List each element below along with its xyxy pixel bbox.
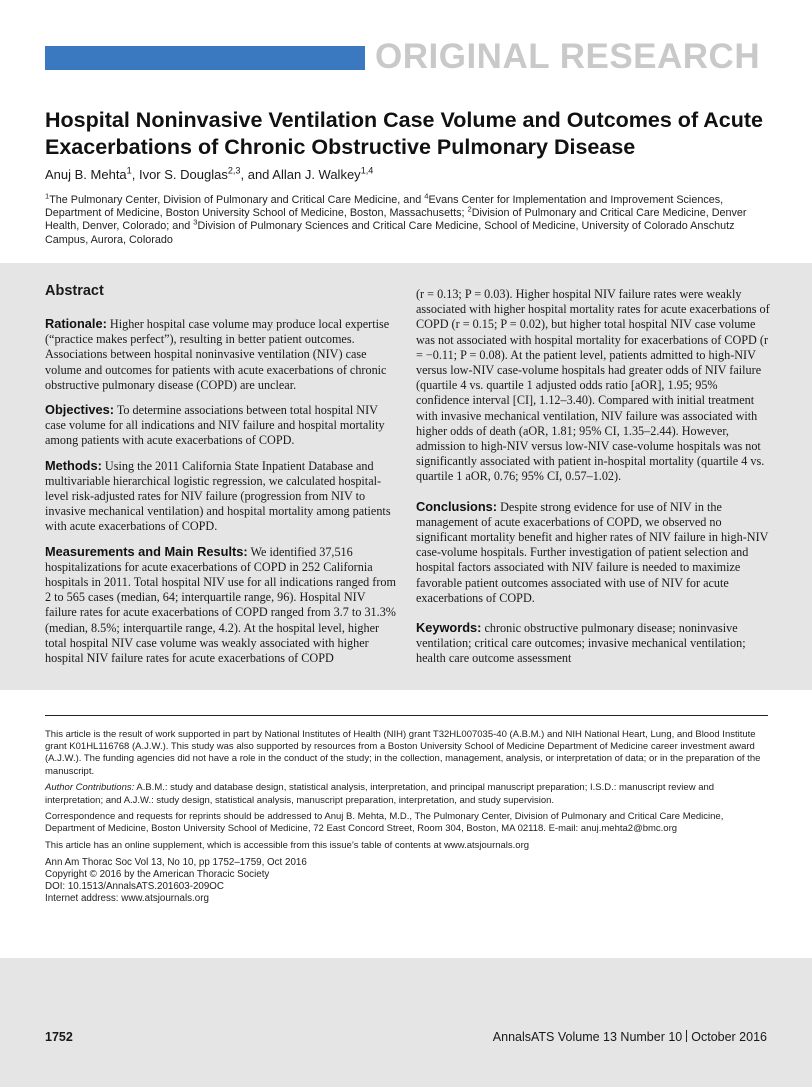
header-color-bar	[45, 46, 365, 70]
funding-note: This article is the result of work supported in part by National Institutes of Health (NIH) grant T32HL007035-40 (A.B.M.) and NIH National Heart, Lung, and Blood Institute grant K01HL116768 (A.J.W.). This study was also supported by resources from a Boston University School of Medicine Department of Medicine career investment award (A.J.W.). The funding agencies did not have a role in the conduct of the study; in the collection, management, analysis, or interpretation of data; or in the preparation of the manuscript.	[45, 729, 761, 777]
internet-line: Internet address: www.atsjournals.org	[45, 892, 209, 904]
citation-line: Ann Am Thorac Soc Vol 13, No 10, pp 1752–1759, Oct 2016	[45, 856, 307, 868]
keywords-text: chronic obstructive pulmonary disease; noninvasive ventilation; critical care outcomes; invasive mechanical ventilation; health care outcome assessment	[416, 621, 746, 666]
abstract-results	[45, 544, 400, 667]
abstract-rationale	[45, 316, 400, 393]
copyright-line: Copyright © 2016 by the American Thoracic Society	[45, 868, 270, 880]
footer-divider	[686, 1030, 687, 1042]
affiliations	[45, 191, 769, 247]
conclusions-text: Despite strong evidence for use of NIV in the management of acute exacerbations of COPD, we observed no significant mortality benefit and higher rates of NIV failure in high-NIV case-volume hospitals. Further investigation of patient selection and hospital factors associated with NIV failure is needed to maximize favorable patient outcomes associated with use of NIV for acute exacerbations of COPD.	[416, 499, 769, 605]
author-affiliation-marker: 2,3	[227, 165, 241, 176]
keywords-label: Keywords:	[416, 620, 482, 636]
abstract-conclusions	[416, 499, 771, 606]
footer-band	[0, 958, 812, 1087]
affiliation-marker: 4	[424, 191, 429, 201]
affiliation-text: The Pulmonary Center, Division of Pulmonary and Critical Care Medicine, and	[49, 194, 425, 206]
author-name: Allan J. Walkey	[272, 167, 361, 182]
author-separator: , and	[240, 167, 273, 182]
author-affiliation-marker: 1,4	[360, 165, 374, 176]
page-number: 1752	[45, 1030, 73, 1044]
abstract-results-continued	[416, 287, 771, 485]
affiliation-marker: 3	[193, 217, 198, 227]
abstract-objectives	[45, 402, 400, 449]
abstract-methods	[45, 458, 400, 535]
doi-line: DOI: 10.1513/AnnalsATS.201603-209OC	[45, 880, 224, 892]
section-label: ORIGINAL RESEARCH	[375, 37, 761, 76]
author-name: Anuj B. Mehta	[45, 167, 127, 182]
author-name: Ivor S. Douglas	[138, 167, 228, 182]
results-label: Measurements and Main Results:	[45, 543, 248, 559]
affiliation-text: Division of Pulmonary Sciences and Critical Care Medicine, School of Medicine, University of Colorado Anschutz Campus, Aurora, Colorado	[45, 220, 735, 246]
author-list	[45, 166, 775, 184]
article-title: Hospital Noninvasive Ventilation Case Volume and Outcomes of Acute Exacerbations of Chronic Obstructive Pulmonary Disease	[45, 108, 764, 159]
abstract-keywords	[416, 620, 771, 667]
contributions-label: Author Contributions:	[45, 782, 135, 794]
results-text-continued: (r = 0.13; P = 0.03). Higher hospital NIV failure rates were weakly associated with higher hospital mortality rates for acute exacerbations of COPD (r = 0.15; P = 0.02), but higher total hospital NIV case volume was not associated with hospital mortality for exacerbations of COPD (r = −0.11; P = 0.08). At the patient level, patients admitted to high-NIV versus low-NIV case-volume hospitals had greater odds of NIV failure (quartile 4 vs. quartile 1 adjusted odds ratio [aOR], 1.95; 95% confidence interval [CI], 1.12–3.40). Compared with initial treatment with invasive mechanical ventilation, NIV failure was associated with higher odds of death (aOR, 1.81; 95% CI, 1.35–2.44). However, admission to high-NIV versus low-NIV case-volume hospitals was not significantly associated with patient in-hospital mortality (quartile 4 vs. quartile 1 aOR, 0.76; 95% CI, 0.57–1.02).	[416, 287, 770, 484]
rationale-label: Rationale:	[45, 316, 107, 331]
journal-issue: AnnalsATS Volume 13 Number 10	[492, 1030, 683, 1044]
methods-label: Methods:	[45, 457, 102, 473]
contributions-text: A.B.M.: study and database design, statistical analysis, interpretation, and principal manuscript preparation; I.S.D.: manuscript review and interpretation; and A.J.W.: study design, statistical analysis, manuscript preparation, interpretation, and study supervision.	[45, 782, 715, 806]
supplement-note: This article has an online supplement, which is accessible from this issue’s table of contents at www.atsjournals.org	[45, 840, 530, 852]
conclusions-label: Conclusions:	[416, 498, 498, 514]
abstract-left-column	[45, 316, 400, 675]
journal-info	[493, 1030, 767, 1044]
rationale-text: Higher hospital case volume may produce local expertise (“practice makes perfect”), resulting in better patient outcomes. Associations between hospital noninvasive ventilation (NIV) case volume and outcomes for patients with acute exacerbations of chronic obstructive pulmonary disease (COPD) are unclear.	[45, 317, 390, 392]
contributions-note	[45, 782, 769, 806]
footnotes	[45, 729, 769, 905]
correspondence-note: Correspondence and requests for reprints should be addressed to Anuj B. Mehta, M.D., The Pulmonary Center, Division of Pulmonary and Critical Care Medicine, Department of Medicine, Boston University School of Medicine, 72 East Concord Street, Room 304, Boston, MA 02118. E-mail: anuj.mehta2@bmc.org	[45, 811, 724, 835]
abstract-heading: Abstract	[45, 283, 104, 299]
citation-block	[45, 857, 769, 905]
objectives-text: To determine associations between total hospital NIV case volume for all indications and NIV failure and hospital mortality among patients with acute exacerbations of COPD.	[45, 403, 385, 448]
footnote-divider	[45, 715, 768, 716]
author-separator: ,	[131, 167, 139, 182]
affiliation-marker: 2	[467, 204, 472, 214]
results-text: We identified 37,516 hospitalizations for acute exacerbations of COPD in 252 California hospitals in 2011. Total hospital NIV use for all indications ranged from 2 to 565 cases (median, 64; interquartile range, 96). Hospital NIV failure rates for acute exacerbations of COPD ranged from 3.7 to 31.3% (median, 8.5%; interquartile range, 4.2). At the hospital level, higher total hospital NIV case volume was weakly associated with higher hospital NIV failure rates for acute exacerbations of COPD	[45, 544, 396, 666]
abstract-right-column	[416, 287, 771, 676]
affiliation-text: Division of Pulmonary and Critical Care Medicine, Denver Health, Denver, Colorado; and	[45, 207, 747, 233]
author-affiliation-marker: 1	[126, 165, 132, 176]
methods-text: Using the 2011 California State Inpatient Database and multivariable hierarchical logistic regression, we calculated hospital-level risk-adjusted rates for NIV failure (progression from NIV to invasive mechanical ventilation) and hospital mortality among patients with acute exacerbations of COPD.	[45, 458, 391, 534]
affiliation-marker: 1	[45, 191, 50, 201]
objectives-label: Objectives:	[45, 402, 114, 418]
affiliation-text: Evans Center for Implementation and Improvement Sciences, Department of Medicine, Boston University School of Medicine, Boston, Massachusetts;	[45, 194, 724, 220]
journal-date: October 2016	[691, 1030, 767, 1044]
